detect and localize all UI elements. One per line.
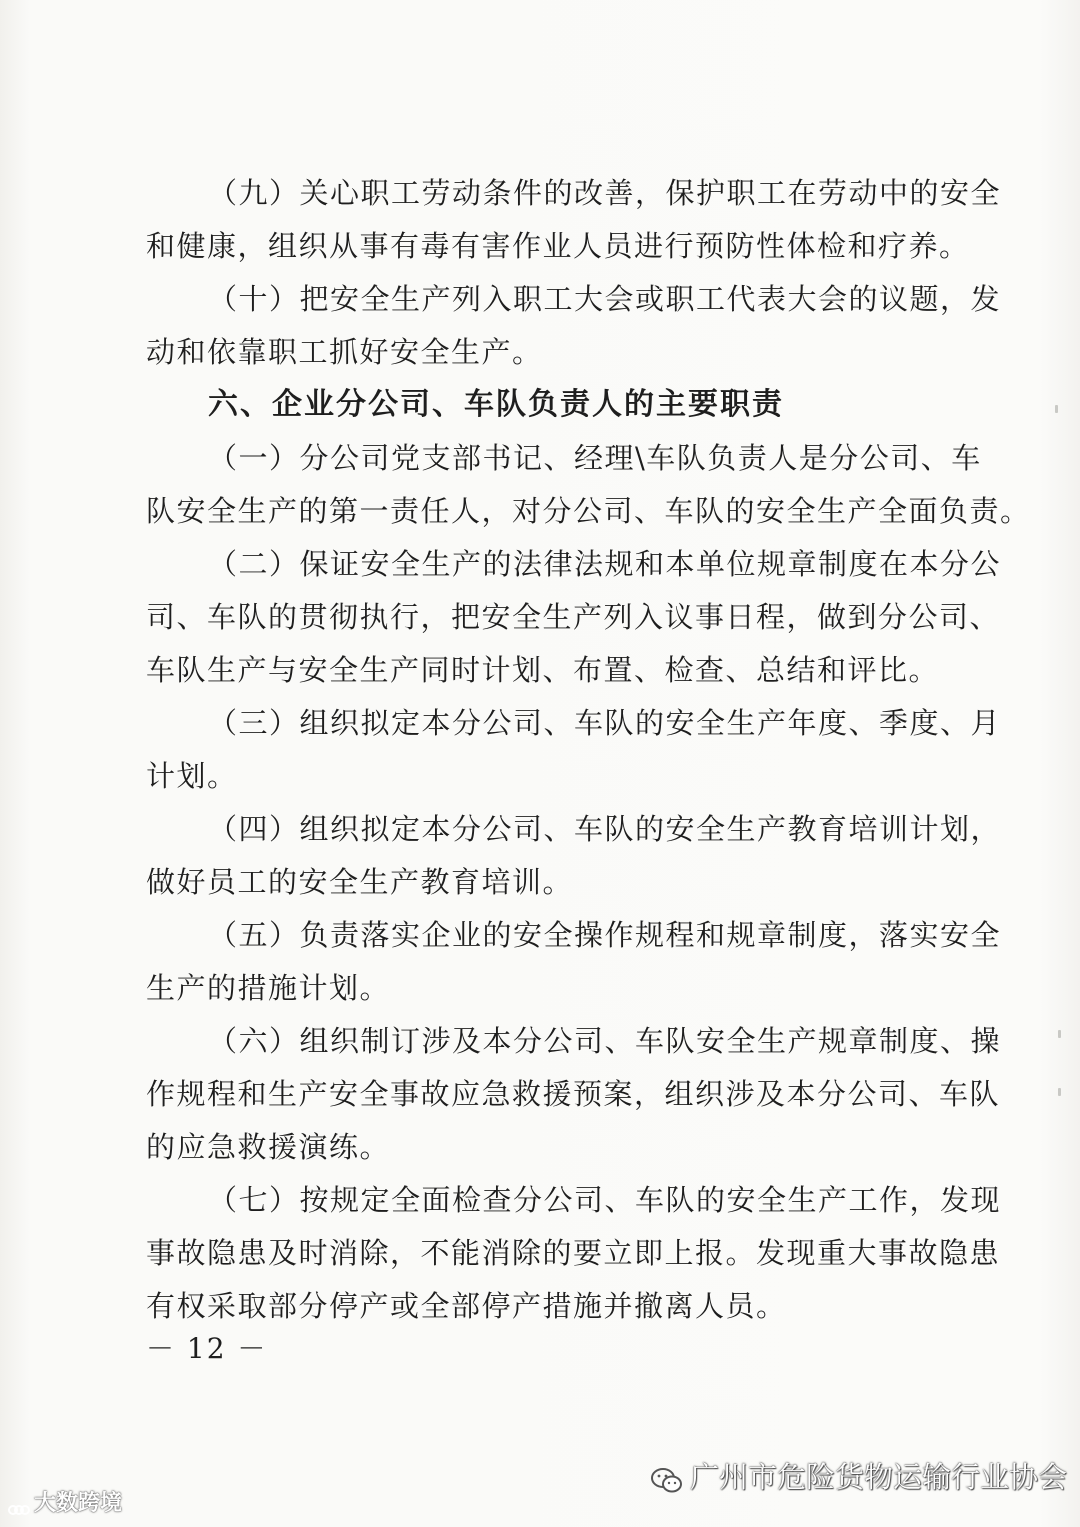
paragraph-line: 的应急救援演练。 (146, 1130, 391, 1164)
source-watermark (8, 1490, 122, 1518)
paragraph-line: 动和依靠职工抓好安全生产。 (146, 335, 543, 369)
paragraph-line: 司、车队的贯彻执行，把安全生产列入议事日程，做到分公司、 (146, 600, 1001, 634)
paragraph-line: 有权采取部分停产或全部停产措施并撤离人员。 (146, 1289, 787, 1323)
source-watermark-label: 大数跨境 (34, 1491, 123, 1516)
paragraph-line: 生产的措施计划。 (146, 971, 391, 1005)
section-heading: 六、企业分公司、车队负责人的主要职责 (208, 387, 784, 422)
paragraph-line: （十）把安全生产列入职工大会或职工代表大会的议题，发 (208, 282, 1002, 316)
scan-speck (1058, 1030, 1061, 1038)
paragraph-line: （四）组织拟定本分公司、车队的安全生产教育培训计划， (208, 812, 1002, 846)
org-watermark (650, 1457, 1067, 1497)
paragraph-line: 做好员工的安全生产教育培训。 (146, 865, 574, 899)
scan-speck (1055, 405, 1058, 413)
paragraph-line: 队安全生产的第一责任人，对分公司、车队的安全生产全面负责。 (146, 494, 1031, 528)
paragraph-line: 车队生产与安全生产同时计划、布置、检查、总结和评比。 (146, 653, 940, 687)
wechat-icon (650, 1465, 684, 1493)
paragraph-line: （一）分公司党支部书记、经理\车队负责人是分公司、车 (208, 441, 982, 475)
page-number: － 12 － (146, 1332, 268, 1365)
paragraph-line: （九）关心职工劳动条件的改善，保护职工在劳动中的安全 (208, 176, 1002, 210)
paragraph-line: 和健康，组织从事有毒有害作业人员进行预防性体检和疗养。 (146, 229, 970, 263)
paragraph-line: （二）保证安全生产的法律法规和本单位规章制度在本分公 (208, 547, 1002, 581)
scan-speck (1058, 1088, 1061, 1096)
paragraph-line: （三）组织拟定本分公司、车队的安全生产年度、季度、月 (208, 706, 1002, 740)
paragraph-line: 作规程和生产安全事故应急救援预案，组织涉及本分公司、车队 (146, 1077, 1001, 1111)
paragraph-line: （七）按规定全面检查分公司、车队的安全生产工作，发现 (208, 1183, 1002, 1217)
org-watermark-label: 广州市危险货物运输行业协会 (690, 1460, 1068, 1494)
paragraph-line: 计划。 (146, 759, 238, 793)
paragraph-line: （五）负责落实企业的安全操作规程和规章制度，落实安全 (208, 918, 1002, 952)
paragraph-line: （六）组织制订涉及本分公司、车队安全生产规章制度、操 (208, 1024, 1002, 1058)
paragraph-line: 事故隐患及时消除，不能消除的要立即上报。发现重大事故隐患 (146, 1236, 1001, 1270)
weibo-icon (8, 1497, 30, 1511)
